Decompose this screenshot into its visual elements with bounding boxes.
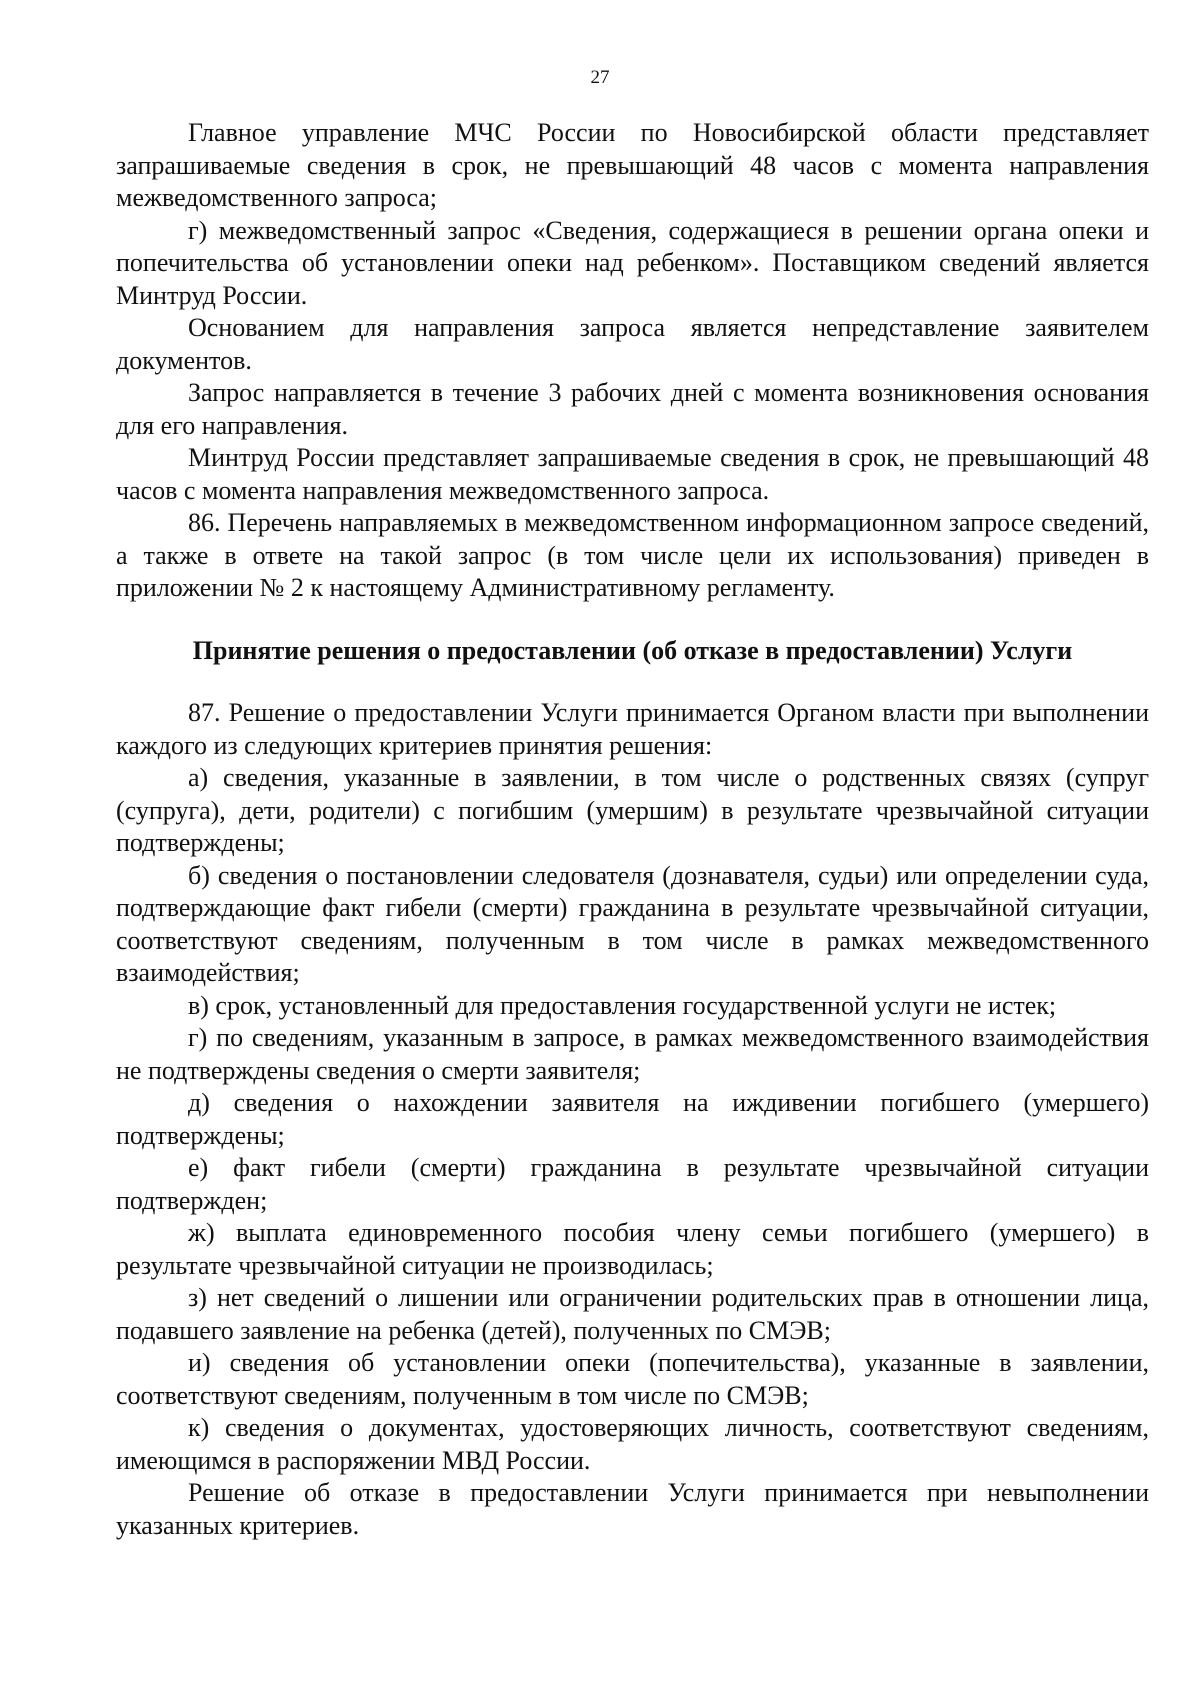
- paragraph-item-g-guardianship-request: г) межведомственный запрос «Сведения, содержащиеся в решении органа опеки и попечительства об установлении опеки над ребенком». Поставщиком сведений является Минтруд России.: [116, 215, 1149, 310]
- paragraph-86-appendix-reference: 86. Перечень направляемых в межведомственном информационном запросе сведений, а также в ответе на такой запрос (в том числе цели их использования) приведен в приложении № 2 к настоящему Административному регламенту.: [116, 508, 1149, 602]
- criterion-i: и) сведения об установлении опеки (попечительства), указанные в заявлении, соответствуют сведениям, полученным в том числе по СМЭВ;: [116, 1348, 1149, 1410]
- page-number: 27: [590, 67, 610, 88]
- criterion-d: д) сведения о нахождении заявителя на иждивении погибшего (умершего) подтверждены;: [116, 1088, 1149, 1150]
- criterion-g: г) по сведениям, указанным в запросе, в рамках межведомственного взаимодействия не подтверждены сведения о смерти заявителя;: [116, 1023, 1149, 1085]
- section-heading: Принятие решения о предоставлении (об отказе в предоставлении) Услуги: [192, 635, 1073, 665]
- paragraph-mintrud-response-time: Минтруд России представляет запрашиваемые сведения в срок, не превышающий 48 часов с момента направления межведомственного запроса.: [116, 443, 1149, 505]
- criterion-b: б) сведения о постановлении следователя (дознавателя, судьи) или определении суда, подтверждающие факт гибели (смерти) гражданина в результате чрезвычайной ситуации, соответствуют сведениям, полученным в том числе в рамках межведомственного взаимодействия;: [116, 860, 1149, 987]
- criterion-z: з) нет сведений о лишении или ограничении родительских прав в отношении лица, подавшего заявление на ребенка (детей), полученных по СМЭВ;: [116, 1283, 1149, 1345]
- paragraph-request-deadline: Запрос направляется в течение 3 рабочих дней с момента возникновения основания для его направления.: [116, 378, 1149, 440]
- criterion-k: к) сведения о документах, удостоверяющих личность, соответствуют сведениям, имеющимся в распоряжении МВД России.: [116, 1413, 1149, 1475]
- criterion-v: в) срок, установленный для предоставления государственной услуги не истек;: [188, 990, 1057, 1020]
- criterion-zh: ж) выплата единовременного пособия члену семьи погибшего (умершего) в результате чрезвычайной ситуации не производилась;: [116, 1218, 1149, 1280]
- paragraph-mchs-response-time: Главное управление МЧС России по Новосибирской области представляет запрашиваемые сведения в срок, не превышающий 48 часов с момента направления межведомственного запроса;: [116, 118, 1149, 212]
- paragraph-request-basis: Основанием для направления запроса является непредставление заявителем документов.: [116, 313, 1149, 375]
- paragraph-refusal-decision: Решение об отказе в предоставлении Услуги принимается при невыполнении указанных критериев.: [116, 1478, 1149, 1540]
- criterion-a: а) сведения, указанные в заявлении, в том числе о родственных связях (супруг (супруга), дети, родители) с погибшим (умершим) в результате чрезвычайной ситуации подтверждены;: [116, 763, 1149, 857]
- criterion-e: е) факт гибели (смерти) гражданина в результате чрезвычайной ситуации подтвержден;: [116, 1153, 1149, 1215]
- document-body: [116, 117, 1149, 1542]
- paragraph-87-decision-criteria: 87. Решение о предоставлении Услуги принимается Органом власти при выполнении каждого из следующих критериев принятия решения:: [116, 698, 1149, 760]
